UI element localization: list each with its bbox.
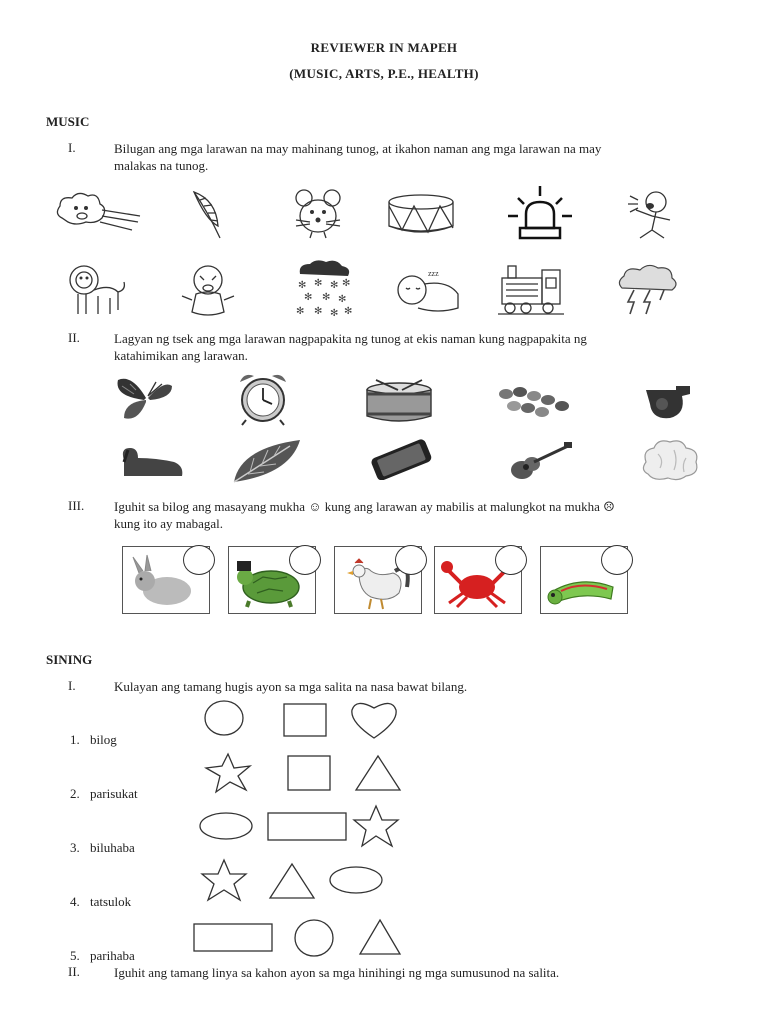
svg-text:zzz: zzz [428, 269, 439, 278]
item-number: 1. [70, 732, 80, 747]
train-icon[interactable] [496, 260, 566, 316]
sleeping-person-icon[interactable] [388, 264, 464, 316]
guitar-icon[interactable] [508, 440, 574, 482]
oval-shape[interactable] [200, 813, 252, 839]
svg-text:✻: ✻ [322, 292, 331, 303]
page-title: REVIEWER IN MAPEH [310, 40, 458, 55]
music-part2-numeral: II. [68, 330, 80, 345]
rectangle-shape[interactable] [194, 924, 272, 951]
music-part3-numeral: III. [68, 498, 85, 513]
item-number: 3. [70, 840, 80, 855]
answer-circle[interactable] [601, 545, 633, 575]
item-number: 2. [70, 786, 80, 801]
drum-icon[interactable] [362, 378, 436, 426]
whistle-icon[interactable] [640, 380, 698, 422]
svg-text:✻: ✻ [338, 294, 347, 305]
square-shape[interactable] [288, 756, 330, 790]
leaf-icon[interactable] [230, 434, 304, 486]
item-number: 4. [70, 894, 80, 909]
svg-text:✻: ✻ [314, 306, 323, 317]
answer-card-rooster [334, 546, 422, 614]
lion-icon[interactable] [64, 262, 128, 318]
answer-card-turtle [228, 546, 316, 614]
star-shape[interactable] [202, 860, 246, 900]
butterfly-icon[interactable] [112, 372, 182, 424]
star-shape[interactable] [354, 806, 398, 846]
cellphone-icon[interactable] [364, 438, 438, 480]
sining-heading: SINING [46, 652, 93, 667]
star-shape[interactable] [206, 754, 250, 792]
item-label-parihaba: parihaba [90, 948, 135, 963]
svg-text:✻: ✻ [304, 292, 313, 303]
answer-circle[interactable] [395, 545, 427, 575]
drum-icon[interactable] [384, 192, 458, 238]
circle-shape[interactable] [205, 701, 243, 735]
answer-card-crab [434, 546, 522, 614]
answer-circle[interactable] [495, 545, 527, 575]
item-label-biluhaba: biluhaba [90, 840, 135, 855]
oval-shape[interactable] [330, 867, 382, 893]
square-shape[interactable] [284, 704, 326, 736]
music-part1-numeral: I. [68, 140, 76, 155]
music-part3-instruction [114, 498, 734, 532]
music-part2-instruction [114, 330, 714, 364]
sining-part2-instruction: Iguhit ang tamang linya sa kahon ayon sa mga hinihingi ng mga sumusunod na salita. [114, 965, 560, 980]
instruction-line: malakas na tunog. [114, 158, 209, 173]
shapes-grid [190, 696, 420, 966]
sining-part2-numeral: II. [68, 964, 80, 979]
instruction-line: Lagyan ng tsek ang mga larawan nagpapakita ng tunog at ekis naman kung nagpapakita ng [114, 331, 587, 346]
cotton-icon[interactable] [638, 434, 704, 484]
shouting-man-icon[interactable] [616, 186, 690, 240]
item-number: 5. [70, 948, 80, 963]
svg-text:✻: ✻ [330, 280, 339, 291]
music-heading: MUSIC [46, 114, 90, 129]
sining-part1-numeral: I. [68, 678, 76, 693]
thunderstorm-icon[interactable] [614, 262, 680, 318]
instruction-line: katahimikan ang larawan. [114, 348, 248, 363]
music-part1-instruction [114, 140, 714, 174]
answer-circle[interactable] [289, 545, 321, 575]
item-label-bilog: bilog [90, 732, 117, 747]
svg-text:✻: ✻ [298, 280, 307, 291]
instruction-line: Iguhit sa bilog ang masayang mukha ☺ kung ang larawan ay mabilis at malungkot na mukha ☹ [114, 499, 615, 514]
dog-icon[interactable] [116, 438, 188, 480]
triangle-shape[interactable] [356, 756, 400, 790]
answer-card-rabbit [122, 546, 210, 614]
page-subtitle: (MUSIC, ARTS, P.E., HEALTH) [289, 66, 479, 81]
mouse-icon[interactable] [288, 184, 350, 240]
circle-shape[interactable] [295, 920, 333, 956]
snow-icon[interactable] [292, 256, 356, 320]
answer-circle[interactable] [183, 545, 215, 575]
wind-cloud-icon[interactable] [52, 186, 144, 240]
instruction-line: kung ito ay mabagal. [114, 516, 224, 531]
feather-icon[interactable] [186, 186, 226, 242]
triangle-shape[interactable] [360, 920, 400, 954]
triangle-shape[interactable] [270, 864, 314, 898]
heart-shape[interactable] [352, 703, 396, 738]
item-label-parisukat: parisukat [90, 786, 138, 801]
instruction-line: Bilugan ang mga larawan na may mahinang tunog, at ikahon naman ang mga larawan na may [114, 141, 602, 156]
svg-text:✻: ✻ [296, 306, 305, 317]
stones-icon[interactable] [496, 382, 574, 420]
rectangle-shape[interactable] [268, 813, 346, 840]
svg-text:✻: ✻ [344, 306, 353, 317]
svg-text:✻: ✻ [342, 278, 351, 289]
answer-card-caterpillar [540, 546, 628, 614]
sining-part1-instruction: Kulayan ang tamang hugis ayon sa mga salita na nasa bawat bilang. [114, 679, 468, 694]
crying-baby-icon[interactable] [178, 262, 238, 318]
svg-text:✻: ✻ [330, 308, 339, 319]
alarm-clock-icon[interactable] [232, 370, 294, 426]
item-label-tatsulok: tatsulok [90, 894, 132, 909]
siren-icon[interactable] [504, 184, 576, 246]
svg-text:✻: ✻ [314, 278, 323, 289]
